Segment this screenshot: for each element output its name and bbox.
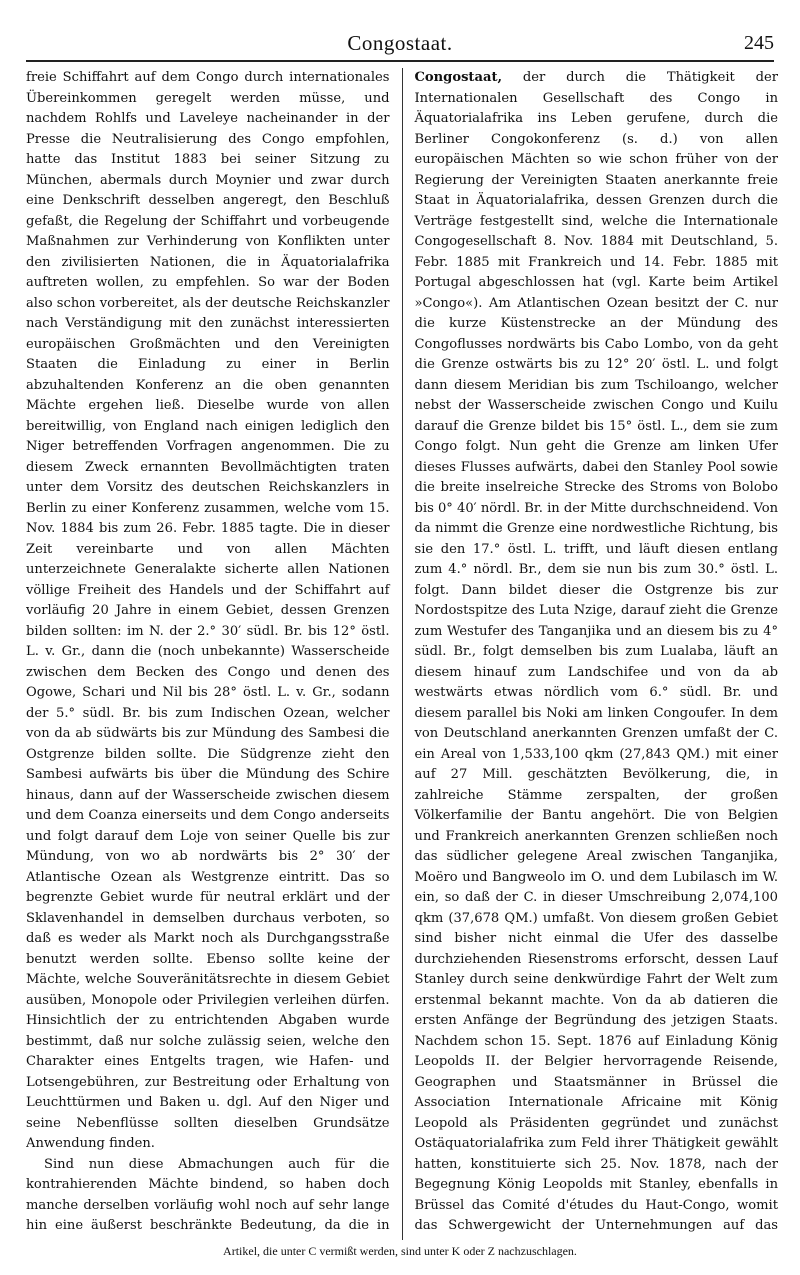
paragraph: Sind nun diese Abmachungen auch für die kontrahierenden Mächte bindend, so haben doch manche derselben vorläufig wohl noch auf sehr lange hin eine äußerst beschränkte Bedeutung, da die in [26,1156,390,1233]
page-header [26,26,774,62]
text-columns [26,68,778,1240]
article-body: der durch die Thätigkeit der Internationalen Gesellschaft des Congo in Äquatorialafrika ins Leben gerufene, durch die Berliner Congokonferenz (s. d.) von allen europäischen Mächten so wie schon früher von der Regierung der Vereinigten Staaten anerkannte freie Staat in Äquatorialafrika, dessen Grenzen durch die Verträge festgestellt sind, welche die Internationale Congogesellschaft 8. Nov. 1884 mit Deutschland, 5. Febr. 1885 mit Frankreich und 14. Febr. 1885 mit Portugal abgeschlossen hat (vgl. Karte beim Artikel »Congo«). Am Atlantischen Ozean besitzt der C. nur die kurze Küstenstrecke an der Mündung des Congoflusses nordwärts bis Cabo Lombo, von da geht die Grenze ostwärts bis zu 12° 20′ östl. L. und folgt dann diesem Meridian bis zum Tschiloango, welcher nebst der Wasserscheide zwischen Congo und Kuilu darauf die Grenze bildet bis 15° östl. L., dem sie zum Congo folgt. Nun geht die Grenze am linken Ufer dieses Flusses aufwärts, dabei den Stanley Pool sowie die breite inselreiche Strecke des Stroms von Bolobo bis 0° 40′ nördl. Br. in der Mitte durchschneidend. Von da nimmt die Grenze eine nordwestliche Richtung, bis sie den 17.° östl. L. trifft, und läuft diesen entlang zum 4.° nördl. Br., dem sie nun bis zum 30.° östl. L. folgt. Dann bildet dieser die Ostgrenze bis zur Nordostspitze des Luta Nzige, darauf zieht die Grenze zum Westufer des Tanganjika und an diesem bis zu 4° südl. Br., folgt demselben bis zum Lualaba, läuft an diesem hinauf zum Landschifee und von da ab westwärts etwas nördlich vom 6.° südl. Br. und diesem parallel bis Noki am linken Congoufer. In dem von Deutschland anerkannten Grenzen umfaßt der C. ein Areal von 1,533,100 qkm (27,843 QM.) mit einer auf 27 Mill. geschätzten Bevölkerung, die, in zahlreiche Stämme zerspalten, der großen Völkerfamilie der Bantu angehört. Die von Belgien und Frankreich anerkannten Grenzen schließen noch das südlicher gelegene Areal zwischen Tanganjika, Moëro und Bangweolo im O. und dem Lubilasch im W. ein, so daß der C. in dieser Umschreibung 2,074,100 qkm (37,678 QM.) umfaßt. Von diesem großen Gebiet sind bisher nicht einmal die Ufer des dasselbe durchziehenden Riesenstroms erforscht, dessen Lauf Stanley durch seine denkwürdige Fahrt der Welt zum erstenmal bekannt machte. Von da ab datieren die ersten Anfänge der Begründung des jetzigen Staats. Nachdem schon 15. Sept. 1876 auf Einladung König Leopolds II. der Belgier hervorragende Reisende, Geographen und Staatsmänner in Brüssel die Association Internationale Africaine mit König Leopold als Präsidenten gegründet und zunächst Ostäquatorialafrika zum Feld ihrer Thätigkeit gewählt hatten, konstituierte sich 25. Nov. 1878, nach der Begegnung König Leopolds mit Stanley, ebenfalls in Brüssel das Comité d'études du Haut-Congo, womit das Schwergewicht der Unternehmungen auf das [414,70,779,1233]
left-column [26,68,402,1240]
running-title: Congostaat. [347,30,453,55]
paragraph: freie Schiffahrt auf dem Congo durch internationales Übereinkommen geregelt werden müsse, und nachdem Rohlfs und Laveleye nacheinander in der Presse die Neutralisierung des Congo empfohlen, hatte das Institut 1883 bei seiner Sitzung zu München, abermals durch Moynier und zwar durch eine Denkschrift desselben angeregt, den Beschluß gefaßt, die Regelung der Schiffahrt und vorbeugende Maßnahmen zur Verhinderung von Konflikten unter den zivilisierten Nationen, die in Äquatorialafrika auftreten wollen, zu empfehlen. So war der Boden also schon vorbereitet, als der deutsche Reichskanzler nach Verständigung mit den zunächst interessierten europäischen Großmächten und den Vereinigten Staaten die Einladung zu einer in Berlin abzuhaltenden Konferenz an die oben genannten Mächte ergehen ließ. Dieselbe wurde von allen bereitwillig, von England nach einigen lediglich den Niger betreffenden Vorfragen angenommen. Die zu diesem Zweck ernannten Bevollmächtigten traten unter dem Vorsitz des deutschen Reichskanzlers in Berlin zu einer Konferenz zusammen, welche vom 15. Nov. 1884 bis zum 26. Febr. 1885 tagte. Die in dieser Zeit vereinbarte und von allen Mächten unterzeichnete Generalakte sicherte allen Nationen völlige Freiheit des Handels und der Schiffahrt auf vorläufig 20 Jahre in einem Gebiet, dessen Grenzen bilden sollten: im N. der 2.° 30′ südl. Br. bis 12° östl. L. v. Gr., dann die (noch unbekannte) Wasserscheide zwischen dem Becken des Congo und denen des Ogowe, Schari und Nil bis 28° östl. L. v. Gr., sodann der 5.° südl. Br. bis zum Indischen Ozean, welcher von da ab südwärts bis zur Mündung des Sambesi die Ostgrenze bilden sollte. Die Südgrenze zieht den Sambesi aufwärts bis über die Mündung des Schire hinaus, dann auf der Wasserscheide zwischen diesem und dem Coanza einerseits und dem Congo anderseits und folgt darauf dem Loje von seiner Quelle bis zur Mündung, von wo ab nordwärts bis 2° 30′ der Atlantische Ozean als Westgrenze eintritt. Das so begrenzte Gebiet wurde für neutral erklärt und der Sklavenhandel in demselben durchaus verboten, so daß es weder als Markt noch als Durchgangsstraße benutzt werden sollte. Ebenso sollte keine der Mächte, welche Souveränitätsrechte in diesem Gebiet ausüben, Monopole oder Privilegien verleihen dürfen. Hinsichtlich der zu entrichtenden Abgaben wurde bestimmt, daß nur solche zulässig seien, welche den Charakter eines Entgelts tragen, wie Hafen- und Lotsengebühren, zur Bestreitung oder Erhaltung von Leuchttürmen und Baken u. dgl. Auf den Niger und seine Nebenflüsse sollten dieselben Grundsätze Anwendung finden. [26,70,390,1151]
page-number: 245 [744,31,774,54]
right-column [403,68,779,1240]
article-headword: Congostaat, [414,70,503,85]
page-footer-note: Artikel, die unter C vermißt werden, sind unter K oder Z nachzuschlagen. [223,1244,577,1258]
article-paragraph [415,68,779,1240]
